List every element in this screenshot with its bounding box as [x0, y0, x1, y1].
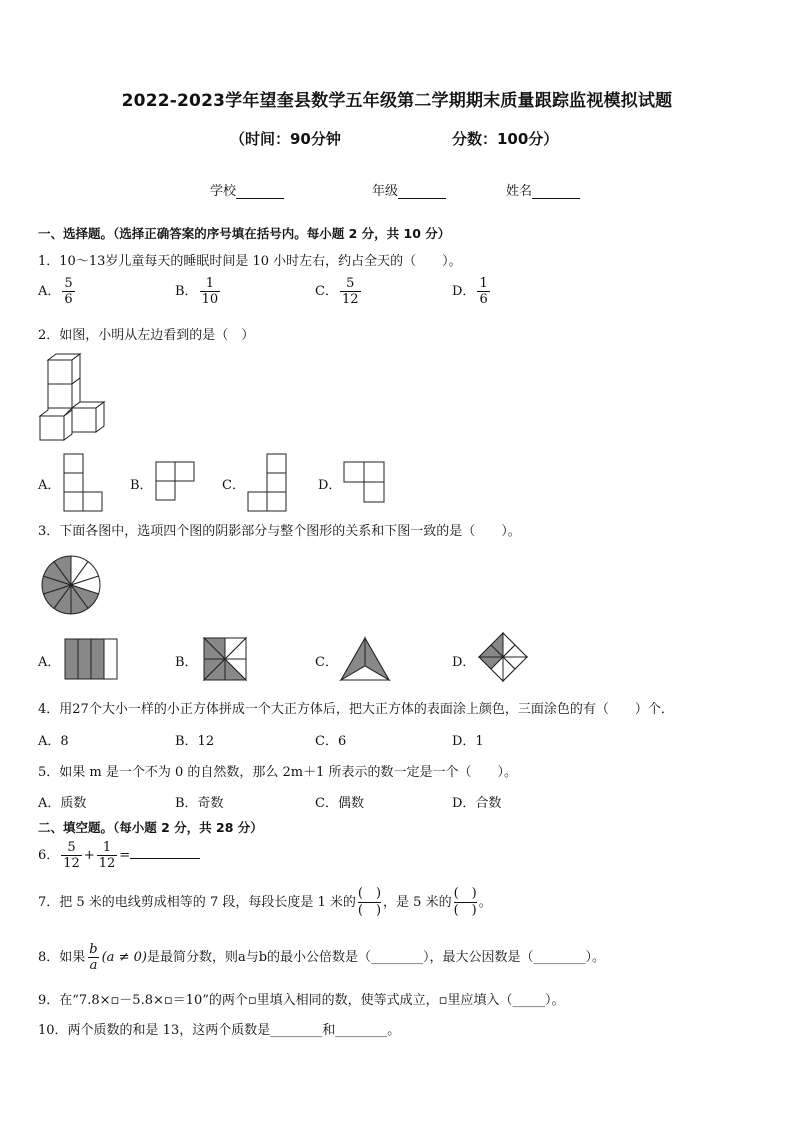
question-2: 2．如图，小明从左边看到的是（ ） [38, 328, 255, 343]
cube-stack-figure [38, 352, 110, 446]
exam-time: （时间：90分钟 [230, 130, 341, 148]
name-field [506, 180, 580, 199]
q1-option-a[interactable]: A． $\frac{5}{6}$ [38, 276, 73, 307]
page-title: 2022-2023学年望奎县数学五年级第二学期期末质量跟踪监视模拟试题 [121, 91, 673, 111]
question-1: 1．10～13岁儿童每天的睡眠时间是 10 小时左右，约占全天的（ ）。 [38, 254, 462, 269]
q3-option-c-figure[interactable] [340, 636, 392, 682]
q2-option-a-figure[interactable] [64, 454, 104, 512]
question-7: 7．把 5 米的电线剪成相等的 7 段，每段长度是 1 米的 ( ) ( ) ，是 5 米的 ( ) ( ) 。 [38, 886, 492, 918]
q3-option-b-label[interactable]: B． [175, 655, 198, 670]
question-6: 6． $\frac{5}{12}$ + $\frac{1}{12}$ = [38, 840, 200, 871]
q1-option-d[interactable]: D． $\frac{1}{6}$ [452, 276, 488, 307]
school-blank[interactable] [236, 184, 284, 199]
q3-sector-circle [40, 554, 102, 616]
q5-option-a[interactable]: A．质数 [38, 796, 87, 811]
q5-option-d[interactable]: D．合数 [452, 796, 502, 811]
section-heading-choice: 一、选择题。（选择正确答案的序号填在括号内。每小题 2 分，共 10 分） [38, 226, 451, 241]
question-10: 10．两个质数的和是 13，这两个质数是________和________。 [38, 1023, 401, 1038]
question-4: 4．用27个大小一样的小正方体拼成一个大正方体后，把大正方体的表面涂上颜色，三面涂色的有（ ）个． [38, 702, 674, 717]
q2-option-a-label[interactable]: A． [38, 478, 61, 493]
q4-option-a[interactable]: A．8 [38, 734, 69, 749]
name-blank[interactable] [532, 184, 580, 199]
school-label: 学校 [210, 184, 237, 199]
q2-option-c-figure[interactable] [248, 454, 288, 512]
q3-option-a-label[interactable]: A． [38, 655, 61, 670]
question-5: 5．如果 m 是一个不为 0 的自然数，那么 2m＋1 所表示的数一定是一个（ ）。 [38, 765, 518, 780]
q3-option-d-figure[interactable] [478, 632, 530, 684]
q5-option-b[interactable]: B．奇数 [175, 796, 224, 811]
grade-label: 年级 [372, 184, 399, 199]
q1-option-c[interactable]: C． $\frac{5}{12}$ [315, 276, 359, 307]
q4-option-c[interactable]: C．6 [315, 734, 347, 749]
school-field [210, 180, 284, 199]
grade-blank[interactable] [398, 184, 446, 199]
question-9: 9．在“7.8×▫－5.8×▫＝10”的两个▫里填入相同的数，使等式成立，▫里应填入（_____）。 [38, 993, 565, 1008]
q3-option-d-label[interactable]: D． [452, 655, 476, 670]
q2-option-b-label[interactable]: B． [130, 478, 153, 493]
q5-option-c[interactable]: C．偶数 [315, 796, 364, 811]
q3-option-b-figure[interactable] [203, 637, 249, 683]
grade-field [372, 180, 446, 199]
q1-option-b[interactable]: B． $\frac{1}{10}$ [175, 276, 219, 307]
question-8: 8．如果 $\frac{b}{a}$ (a ≠ 0)是最简分数，则a与b的最小公倍数是（________），最大公因数是（________）。 [38, 942, 606, 973]
q2-option-d-figure[interactable] [344, 462, 386, 504]
section-heading-fill: 二、填空题。（每小题 2 分，共 28 分） [38, 820, 263, 835]
q7-fraction-blank-1[interactable]: ( ) ( ) [357, 886, 382, 918]
q7-fraction-blank-2[interactable]: ( ) ( ) [453, 886, 477, 918]
q2-option-c-label[interactable]: C． [222, 478, 245, 493]
exam-score: 分数：100分） [452, 130, 559, 148]
q6-answer-blank[interactable] [130, 846, 200, 859]
q2-option-b-figure[interactable] [156, 462, 196, 502]
question-3: 3．下面各图中，选项四个图的阴影部分与整个图形的关系和下图一致的是（ ）。 [38, 524, 521, 539]
q2-option-d-label[interactable]: D． [318, 478, 342, 493]
q3-option-a-figure[interactable] [64, 638, 120, 682]
q3-option-c-label[interactable]: C． [315, 655, 338, 670]
q4-option-b[interactable]: B．12 [175, 734, 215, 749]
q4-option-d[interactable]: D．1 [452, 734, 484, 749]
name-label: 姓名 [506, 184, 533, 199]
